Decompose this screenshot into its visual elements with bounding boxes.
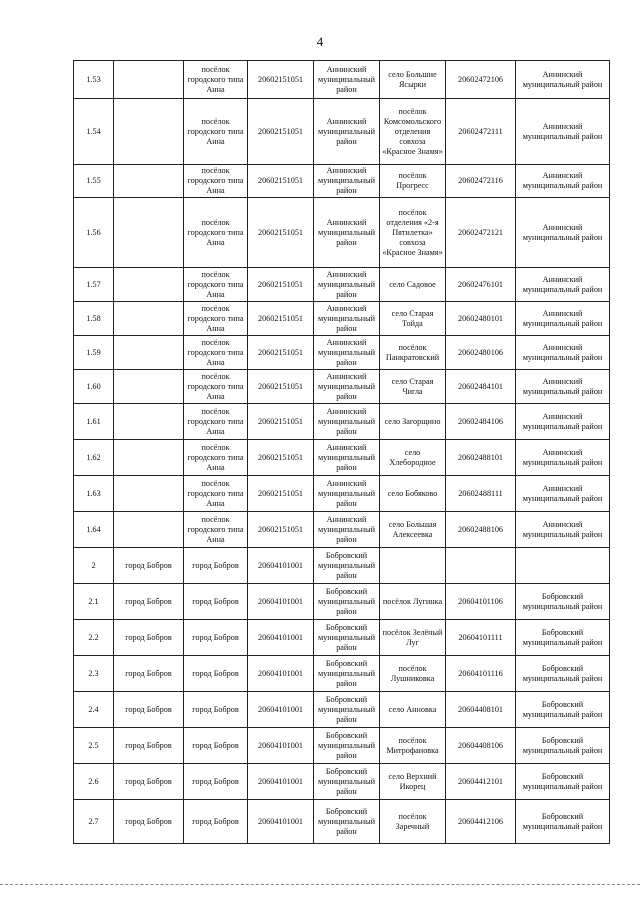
cell-c3: город Бобров [184, 728, 248, 764]
cell-c7: 20602480101 [446, 302, 516, 336]
cell-c6: посёлок отделения «2-я Пятилетка» совхоза «Красное Знамя» [380, 198, 446, 268]
cell-c7: 20604101116 [446, 656, 516, 692]
cell-c6 [380, 548, 446, 584]
cell-c5: Бобровский муниципальный район [314, 728, 380, 764]
cell-c5: Бобровский муниципальный район [314, 620, 380, 656]
cell-c5: Бобровский муниципальный район [314, 548, 380, 584]
table-row [74, 336, 610, 370]
table-row [74, 99, 610, 165]
cell-c3: посёлок городского типа Анна [184, 512, 248, 548]
row-number: 1.59 [74, 336, 114, 370]
cell-c4: 20602151051 [248, 370, 314, 404]
table-row [74, 800, 610, 844]
page-bottom-divider [0, 884, 640, 885]
cell-c2 [114, 440, 184, 476]
cell-c7: 20604412106 [446, 800, 516, 844]
cell-c4: 20604101001 [248, 584, 314, 620]
cell-c5: Аннинский муниципальный район [314, 99, 380, 165]
table-row [74, 61, 610, 99]
cell-c5: Бобровский муниципальный район [314, 584, 380, 620]
cell-c4: 20602151051 [248, 268, 314, 302]
cell-c2 [114, 404, 184, 440]
cell-c3: город Бобров [184, 548, 248, 584]
cell-c4: 20602151051 [248, 512, 314, 548]
cell-c8: Аннинский муниципальный район [516, 302, 610, 336]
cell-c6: село Бобяково [380, 476, 446, 512]
table-row [74, 198, 610, 268]
cell-c8: Бобровский муниципальный район [516, 584, 610, 620]
cell-c2 [114, 165, 184, 198]
cell-c6: посёлок Митрофановка [380, 728, 446, 764]
cell-c4: 20602151051 [248, 336, 314, 370]
cell-c5: Аннинский муниципальный район [314, 440, 380, 476]
cell-c5: Аннинский муниципальный район [314, 302, 380, 336]
cell-c5: Аннинский муниципальный район [314, 336, 380, 370]
table-row [74, 404, 610, 440]
cell-c4: 20602151051 [248, 440, 314, 476]
row-number: 1.55 [74, 165, 114, 198]
cell-c2: город Бобров [114, 548, 184, 584]
cell-c6: село Большие Ясырки [380, 61, 446, 99]
cell-c4: 20602151051 [248, 476, 314, 512]
row-number: 1.56 [74, 198, 114, 268]
cell-c6: село Садовое [380, 268, 446, 302]
cell-c7: 20604412101 [446, 764, 516, 800]
cell-c8: Бобровский муниципальный район [516, 620, 610, 656]
cell-c7: 20602480106 [446, 336, 516, 370]
cell-c2 [114, 268, 184, 302]
cell-c8: Бобровский муниципальный район [516, 800, 610, 844]
cell-c7: 20602472106 [446, 61, 516, 99]
cell-c4: 20602151051 [248, 198, 314, 268]
cell-c6: посёлок Заречный [380, 800, 446, 844]
cell-c3: город Бобров [184, 800, 248, 844]
cell-c8: Бобровский муниципальный район [516, 728, 610, 764]
table-row [74, 370, 610, 404]
cell-c2: город Бобров [114, 800, 184, 844]
cell-c3: посёлок городского типа Анна [184, 440, 248, 476]
table-row [74, 512, 610, 548]
cell-c5: Бобровский муниципальный район [314, 656, 380, 692]
cell-c8: Аннинский муниципальный район [516, 99, 610, 165]
cell-c7 [446, 548, 516, 584]
cell-c5: Аннинский муниципальный район [314, 198, 380, 268]
row-number: 2.3 [74, 656, 114, 692]
cell-c3: посёлок городского типа Анна [184, 165, 248, 198]
cell-c7: 20602472111 [446, 99, 516, 165]
cell-c5: Аннинский муниципальный район [314, 370, 380, 404]
cell-c8: Аннинский муниципальный район [516, 440, 610, 476]
row-number: 1.61 [74, 404, 114, 440]
cell-c2 [114, 512, 184, 548]
cell-c8: Аннинский муниципальный район [516, 198, 610, 268]
row-number: 2.6 [74, 764, 114, 800]
table-row [74, 692, 610, 728]
cell-c7: 20602488101 [446, 440, 516, 476]
cell-c7: 20604408101 [446, 692, 516, 728]
cell-c4: 20602151051 [248, 99, 314, 165]
cell-c7: 20602488111 [446, 476, 516, 512]
cell-c7: 20602476101 [446, 268, 516, 302]
row-number: 1.57 [74, 268, 114, 302]
cell-c8: Аннинский муниципальный район [516, 404, 610, 440]
cell-c5: Аннинский муниципальный район [314, 268, 380, 302]
cell-c4: 20604101001 [248, 548, 314, 584]
row-number: 2.5 [74, 728, 114, 764]
table-row [74, 620, 610, 656]
cell-c8: Аннинский муниципальный район [516, 165, 610, 198]
cell-c3: город Бобров [184, 584, 248, 620]
cell-c3: посёлок городского типа Анна [184, 404, 248, 440]
cell-c7: 20602488106 [446, 512, 516, 548]
row-number: 2.4 [74, 692, 114, 728]
cell-c2: город Бобров [114, 692, 184, 728]
cell-c4: 20604101001 [248, 800, 314, 844]
cell-c2: город Бобров [114, 584, 184, 620]
cell-c7: 20602472121 [446, 198, 516, 268]
cell-c3: посёлок городского типа Анна [184, 370, 248, 404]
cell-c5: Бобровский муниципальный район [314, 764, 380, 800]
cell-c8: Аннинский муниципальный район [516, 268, 610, 302]
cell-c3: посёлок городского типа Анна [184, 198, 248, 268]
row-number: 2.7 [74, 800, 114, 844]
cell-c3: город Бобров [184, 620, 248, 656]
cell-c8: Бобровский муниципальный район [516, 764, 610, 800]
table-row [74, 302, 610, 336]
row-number: 1.54 [74, 99, 114, 165]
cell-c3: город Бобров [184, 692, 248, 728]
cell-c2: город Бобров [114, 620, 184, 656]
row-number: 2.2 [74, 620, 114, 656]
cell-c6: село Загорщино [380, 404, 446, 440]
row-number: 1.53 [74, 61, 114, 99]
cell-c2: город Бобров [114, 728, 184, 764]
cell-c2 [114, 198, 184, 268]
page-number: 4 [316, 34, 324, 49]
cell-c8: Аннинский муниципальный район [516, 476, 610, 512]
cell-c6: посёлок Комсомольского отделения совхоза «Красное Знамя» [380, 99, 446, 165]
cell-c2 [114, 476, 184, 512]
cell-c4: 20604101001 [248, 620, 314, 656]
table-row [74, 764, 610, 800]
row-number: 2.1 [74, 584, 114, 620]
cell-c6: посёлок Лушниковка [380, 656, 446, 692]
cell-c5: Аннинский муниципальный район [314, 512, 380, 548]
cell-c8: Аннинский муниципальный район [516, 336, 610, 370]
table-row [74, 440, 610, 476]
cell-c2 [114, 370, 184, 404]
cell-c5: Аннинский муниципальный район [314, 165, 380, 198]
cell-c3: посёлок городского типа Анна [184, 336, 248, 370]
cell-c5: Аннинский муниципальный район [314, 61, 380, 99]
cell-c7: 20602472116 [446, 165, 516, 198]
table-row [74, 584, 610, 620]
cell-c6: посёлок Панкратовский [380, 336, 446, 370]
cell-c4: 20604101001 [248, 728, 314, 764]
cell-c7: 20602484106 [446, 404, 516, 440]
table-row [74, 165, 610, 198]
cell-c5: Аннинский муниципальный район [314, 476, 380, 512]
cell-c3: посёлок городского типа Анна [184, 268, 248, 302]
cell-c6: посёлок Лугинка [380, 584, 446, 620]
cell-c8: Аннинский муниципальный район [516, 370, 610, 404]
cell-c8: Бобровский муниципальный район [516, 692, 610, 728]
cell-c6: село Анновка [380, 692, 446, 728]
cell-c7: 20602484101 [446, 370, 516, 404]
cell-c2: город Бобров [114, 764, 184, 800]
cell-c2 [114, 99, 184, 165]
cell-c6: село Старая Чигла [380, 370, 446, 404]
cell-c2 [114, 302, 184, 336]
row-number: 1.63 [74, 476, 114, 512]
cell-c2: город Бобров [114, 656, 184, 692]
table-row [74, 548, 610, 584]
cell-c3: город Бобров [184, 764, 248, 800]
cell-c3: посёлок городского типа Анна [184, 476, 248, 512]
row-number: 2 [74, 548, 114, 584]
cell-c6: село Большая Алексеевка [380, 512, 446, 548]
cell-c6: посёлок Прогресс [380, 165, 446, 198]
cell-c7: 20604101111 [446, 620, 516, 656]
cell-c4: 20604101001 [248, 764, 314, 800]
settlements-table [73, 60, 610, 844]
cell-c6: село Верхний Икорец [380, 764, 446, 800]
cell-c8 [516, 548, 610, 584]
cell-c3: посёлок городского типа Анна [184, 61, 248, 99]
table-row [74, 656, 610, 692]
table-body [74, 61, 610, 844]
cell-c8: Аннинский муниципальный район [516, 512, 610, 548]
table-row [74, 728, 610, 764]
cell-c4: 20604101001 [248, 692, 314, 728]
cell-c8: Бобровский муниципальный район [516, 656, 610, 692]
cell-c3: посёлок городского типа Анна [184, 302, 248, 336]
cell-c6: посёлок Зелёный Луг [380, 620, 446, 656]
cell-c8: Аннинский муниципальный район [516, 61, 610, 99]
table-row [74, 268, 610, 302]
cell-c6: село Старая Тойда [380, 302, 446, 336]
cell-c2 [114, 61, 184, 99]
cell-c7: 20604101106 [446, 584, 516, 620]
cell-c4: 20602151051 [248, 404, 314, 440]
row-number: 1.62 [74, 440, 114, 476]
cell-c4: 20602151051 [248, 165, 314, 198]
cell-c5: Бобровский муниципальный район [314, 692, 380, 728]
cell-c3: посёлок городского типа Анна [184, 99, 248, 165]
cell-c5: Бобровский муниципальный район [314, 800, 380, 844]
cell-c4: 20604101001 [248, 656, 314, 692]
row-number: 1.58 [74, 302, 114, 336]
cell-c5: Аннинский муниципальный район [314, 404, 380, 440]
cell-c2 [114, 336, 184, 370]
table-row [74, 476, 610, 512]
cell-c7: 20604408106 [446, 728, 516, 764]
cell-c4: 20602151051 [248, 61, 314, 99]
row-number: 1.60 [74, 370, 114, 404]
row-number: 1.64 [74, 512, 114, 548]
cell-c3: город Бобров [184, 656, 248, 692]
cell-c4: 20602151051 [248, 302, 314, 336]
cell-c6: село Хлебородное [380, 440, 446, 476]
